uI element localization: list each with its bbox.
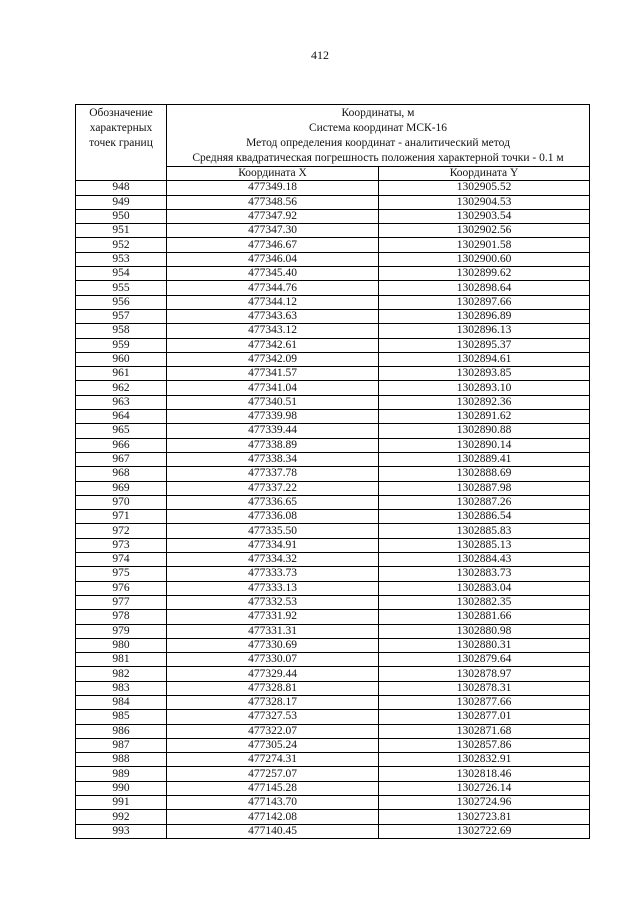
- point-id-cell: 955: [76, 281, 167, 295]
- coord-y-cell: 1302818.46: [379, 767, 590, 781]
- coord-x-cell: 477348.56: [167, 195, 379, 209]
- coord-y-cell: 1302879.64: [379, 653, 590, 667]
- point-id-cell: 983: [76, 681, 167, 695]
- coord-x-cell: 477337.22: [167, 481, 379, 495]
- coord-y-cell: 1302723.81: [379, 810, 590, 824]
- coord-y-cell: 1302877.01: [379, 710, 590, 724]
- coord-x-cell: 477344.12: [167, 295, 379, 309]
- point-label-line: точек границ: [89, 137, 153, 149]
- coord-x-cell: 477341.57: [167, 367, 379, 381]
- coord-x-cell: 477330.07: [167, 653, 379, 667]
- coord-y-cell: 1302883.04: [379, 581, 590, 595]
- coord-x-cell: 477142.08: [167, 810, 379, 824]
- point-id-cell: 980: [76, 638, 167, 652]
- table-row: [76, 695, 590, 709]
- coord-y-cell: 1302897.66: [379, 295, 590, 309]
- point-id-cell: 982: [76, 667, 167, 681]
- point-id-cell: 991: [76, 796, 167, 810]
- coord-y-cell: 1302878.97: [379, 667, 590, 681]
- point-id-cell: 964: [76, 410, 167, 424]
- coord-x-cell: 477346.04: [167, 252, 379, 266]
- point-id-cell: 986: [76, 724, 167, 738]
- table-row: [76, 810, 590, 824]
- coord-x-cell: 477143.70: [167, 796, 379, 810]
- point-id-cell: 971: [76, 510, 167, 524]
- coord-y-cell: 1302882.35: [379, 595, 590, 609]
- table-row: [76, 567, 590, 581]
- title-line: Координаты, м: [341, 107, 415, 119]
- page-number: 412: [311, 48, 329, 62]
- point-id-cell: 990: [76, 781, 167, 795]
- coord-x-cell: 477347.30: [167, 224, 379, 238]
- point-id-cell: 970: [76, 495, 167, 509]
- coord-x-cell: 477342.09: [167, 352, 379, 366]
- table-body: [76, 181, 590, 839]
- table-row: [76, 467, 590, 481]
- table-row: [76, 524, 590, 538]
- title-line: Метод определения координат - аналитический метод: [246, 137, 510, 149]
- table-row: [76, 595, 590, 609]
- table-row: [76, 638, 590, 652]
- coord-y-cell: 1302896.89: [379, 309, 590, 323]
- coord-y-cell: 1302895.37: [379, 338, 590, 352]
- point-label-header: [76, 105, 167, 181]
- table-row: [76, 753, 590, 767]
- coord-x-cell: 477334.91: [167, 538, 379, 552]
- point-id-cell: 967: [76, 452, 167, 466]
- point-id-cell: 969: [76, 481, 167, 495]
- coord-y-cell: 1302899.62: [379, 267, 590, 281]
- coord-y-cell: 1302890.14: [379, 438, 590, 452]
- point-id-cell: 979: [76, 624, 167, 638]
- coord-x-cell: 477331.92: [167, 610, 379, 624]
- coord-x-cell: 477335.50: [167, 524, 379, 538]
- coord-x-cell: 477344.76: [167, 281, 379, 295]
- coord-x-cell: 477337.78: [167, 467, 379, 481]
- col-y-header: Координата Y: [379, 167, 590, 181]
- table-row: [76, 252, 590, 266]
- point-id-cell: 959: [76, 338, 167, 352]
- table-row: [76, 610, 590, 624]
- coord-y-cell: 1302871.68: [379, 724, 590, 738]
- point-id-cell: 968: [76, 467, 167, 481]
- point-label-line: характерных: [89, 122, 153, 134]
- point-id-cell: 951: [76, 224, 167, 238]
- coord-x-cell: 477257.07: [167, 767, 379, 781]
- point-id-cell: 989: [76, 767, 167, 781]
- point-id-cell: 992: [76, 810, 167, 824]
- point-id-cell: 976: [76, 581, 167, 595]
- point-id-cell: 978: [76, 610, 167, 624]
- point-id-cell: 948: [76, 181, 167, 195]
- table-row: [76, 624, 590, 638]
- coord-x-cell: 477328.17: [167, 695, 379, 709]
- coord-x-cell: 477343.12: [167, 324, 379, 338]
- coord-y-cell: 1302898.64: [379, 281, 590, 295]
- coord-x-cell: 477349.18: [167, 181, 379, 195]
- table-row: [76, 395, 590, 409]
- coord-x-cell: 477333.13: [167, 581, 379, 595]
- point-id-cell: 962: [76, 381, 167, 395]
- coord-x-cell: 477332.53: [167, 595, 379, 609]
- coord-y-cell: 1302901.58: [379, 238, 590, 252]
- table-row: [76, 667, 590, 681]
- table-row: [76, 438, 590, 452]
- point-id-cell: 956: [76, 295, 167, 309]
- point-id-cell: 972: [76, 524, 167, 538]
- point-id-cell: 973: [76, 538, 167, 552]
- coord-y-cell: 1302886.54: [379, 510, 590, 524]
- coord-x-cell: 477338.34: [167, 452, 379, 466]
- table-row: [76, 324, 590, 338]
- coord-y-cell: 1302892.36: [379, 395, 590, 409]
- coord-y-cell: 1302902.56: [379, 224, 590, 238]
- coord-y-cell: 1302904.53: [379, 195, 590, 209]
- coord-x-cell: 477341.04: [167, 381, 379, 395]
- coord-y-cell: 1302884.43: [379, 553, 590, 567]
- table-row: [76, 295, 590, 309]
- coord-x-cell: 477140.45: [167, 824, 379, 838]
- coord-y-cell: 1302894.61: [379, 352, 590, 366]
- coord-y-cell: 1302888.69: [379, 467, 590, 481]
- point-id-cell: 987: [76, 738, 167, 752]
- table-row: [76, 452, 590, 466]
- table-header-row: [76, 105, 590, 167]
- point-id-cell: 953: [76, 252, 167, 266]
- point-id-cell: 988: [76, 753, 167, 767]
- table-row: [76, 681, 590, 695]
- coord-x-cell: 477343.63: [167, 309, 379, 323]
- coord-y-cell: 1302880.31: [379, 638, 590, 652]
- coord-y-cell: 1302832.91: [379, 753, 590, 767]
- coord-y-cell: 1302893.85: [379, 367, 590, 381]
- point-id-cell: 950: [76, 209, 167, 223]
- coord-y-cell: 1302891.62: [379, 410, 590, 424]
- title-line: Система координат МСК-16: [308, 122, 448, 134]
- coord-y-cell: 1302889.41: [379, 452, 590, 466]
- col-x-header: Координата X: [167, 167, 379, 181]
- point-id-cell: 961: [76, 367, 167, 381]
- point-id-cell: 981: [76, 653, 167, 667]
- table-row: [76, 238, 590, 252]
- coord-y-cell: 1302885.13: [379, 538, 590, 552]
- point-id-cell: 977: [76, 595, 167, 609]
- table-row: [76, 581, 590, 595]
- coord-y-cell: 1302890.88: [379, 424, 590, 438]
- coord-y-cell: 1302726.14: [379, 781, 590, 795]
- coord-y-cell: 1302722.69: [379, 824, 590, 838]
- coord-x-cell: 477333.73: [167, 567, 379, 581]
- point-id-cell: 958: [76, 324, 167, 338]
- table-row: [76, 267, 590, 281]
- coord-x-cell: 477346.67: [167, 238, 379, 252]
- table-row: [76, 338, 590, 352]
- table-row: [76, 424, 590, 438]
- coord-x-cell: 477330.69: [167, 638, 379, 652]
- table-row: [76, 367, 590, 381]
- coord-x-cell: 477342.61: [167, 338, 379, 352]
- coord-x-cell: 477336.65: [167, 495, 379, 509]
- coord-x-cell: 477347.92: [167, 209, 379, 223]
- coord-y-cell: 1302885.83: [379, 524, 590, 538]
- table-row: [76, 410, 590, 424]
- title-line: Средняя квадратическая погрешность положения характерной точки - 0.1 м: [192, 152, 564, 164]
- table-row: [76, 653, 590, 667]
- table-row: [76, 724, 590, 738]
- point-id-cell: 949: [76, 195, 167, 209]
- point-id-cell: 952: [76, 238, 167, 252]
- table-row: [76, 309, 590, 323]
- coord-x-cell: 477339.98: [167, 410, 379, 424]
- coordinates-title-header: [167, 105, 590, 167]
- point-label-line: Обозначение: [89, 107, 153, 119]
- coord-x-cell: 477305.24: [167, 738, 379, 752]
- coord-y-cell: 1302900.60: [379, 252, 590, 266]
- coord-x-cell: 477345.40: [167, 267, 379, 281]
- coord-x-cell: 477338.89: [167, 438, 379, 452]
- point-id-cell: 993: [76, 824, 167, 838]
- table-row: [76, 796, 590, 810]
- point-id-cell: 975: [76, 567, 167, 581]
- table-row: [76, 495, 590, 509]
- point-id-cell: 954: [76, 267, 167, 281]
- coord-x-cell: 477340.51: [167, 395, 379, 409]
- table-row: [76, 352, 590, 366]
- table-row: [76, 710, 590, 724]
- coordinates-table: [75, 104, 590, 839]
- coord-x-cell: 477339.44: [167, 424, 379, 438]
- table-row: [76, 510, 590, 524]
- coord-y-cell: 1302883.73: [379, 567, 590, 581]
- coord-y-cell: 1302877.66: [379, 695, 590, 709]
- point-id-cell: 963: [76, 395, 167, 409]
- coord-y-cell: 1302857.86: [379, 738, 590, 752]
- coord-x-cell: 477274.31: [167, 753, 379, 767]
- coord-x-cell: 477336.08: [167, 510, 379, 524]
- coord-x-cell: 477329.44: [167, 667, 379, 681]
- coord-x-cell: 477328.81: [167, 681, 379, 695]
- coord-x-cell: 477327.53: [167, 710, 379, 724]
- table-row: [76, 209, 590, 223]
- table-row: [76, 281, 590, 295]
- table-row: [76, 767, 590, 781]
- coord-x-cell: 477334.32: [167, 553, 379, 567]
- point-id-cell: 965: [76, 424, 167, 438]
- coord-y-cell: 1302893.10: [379, 381, 590, 395]
- table-row: [76, 195, 590, 209]
- point-id-cell: 957: [76, 309, 167, 323]
- table-row: [76, 381, 590, 395]
- coord-y-cell: 1302880.98: [379, 624, 590, 638]
- table-row: [76, 538, 590, 552]
- coord-y-cell: 1302905.52: [379, 181, 590, 195]
- coord-y-cell: 1302903.54: [379, 209, 590, 223]
- table-row: [76, 824, 590, 838]
- table-row: [76, 781, 590, 795]
- coord-y-cell: 1302878.31: [379, 681, 590, 695]
- point-id-cell: 960: [76, 352, 167, 366]
- table-row: [76, 553, 590, 567]
- point-id-cell: 984: [76, 695, 167, 709]
- coord-y-cell: 1302724.96: [379, 796, 590, 810]
- table-row: [76, 481, 590, 495]
- table-row: [76, 224, 590, 238]
- point-id-cell: 966: [76, 438, 167, 452]
- table-row: [76, 181, 590, 195]
- table-row: [76, 738, 590, 752]
- coord-y-cell: 1302887.26: [379, 495, 590, 509]
- point-id-cell: 985: [76, 710, 167, 724]
- coord-y-cell: 1302896.13: [379, 324, 590, 338]
- coord-x-cell: 477331.31: [167, 624, 379, 638]
- coord-y-cell: 1302881.66: [379, 610, 590, 624]
- coord-y-cell: 1302887.98: [379, 481, 590, 495]
- point-id-cell: 974: [76, 553, 167, 567]
- coord-x-cell: 477145.28: [167, 781, 379, 795]
- coord-x-cell: 477322.07: [167, 724, 379, 738]
